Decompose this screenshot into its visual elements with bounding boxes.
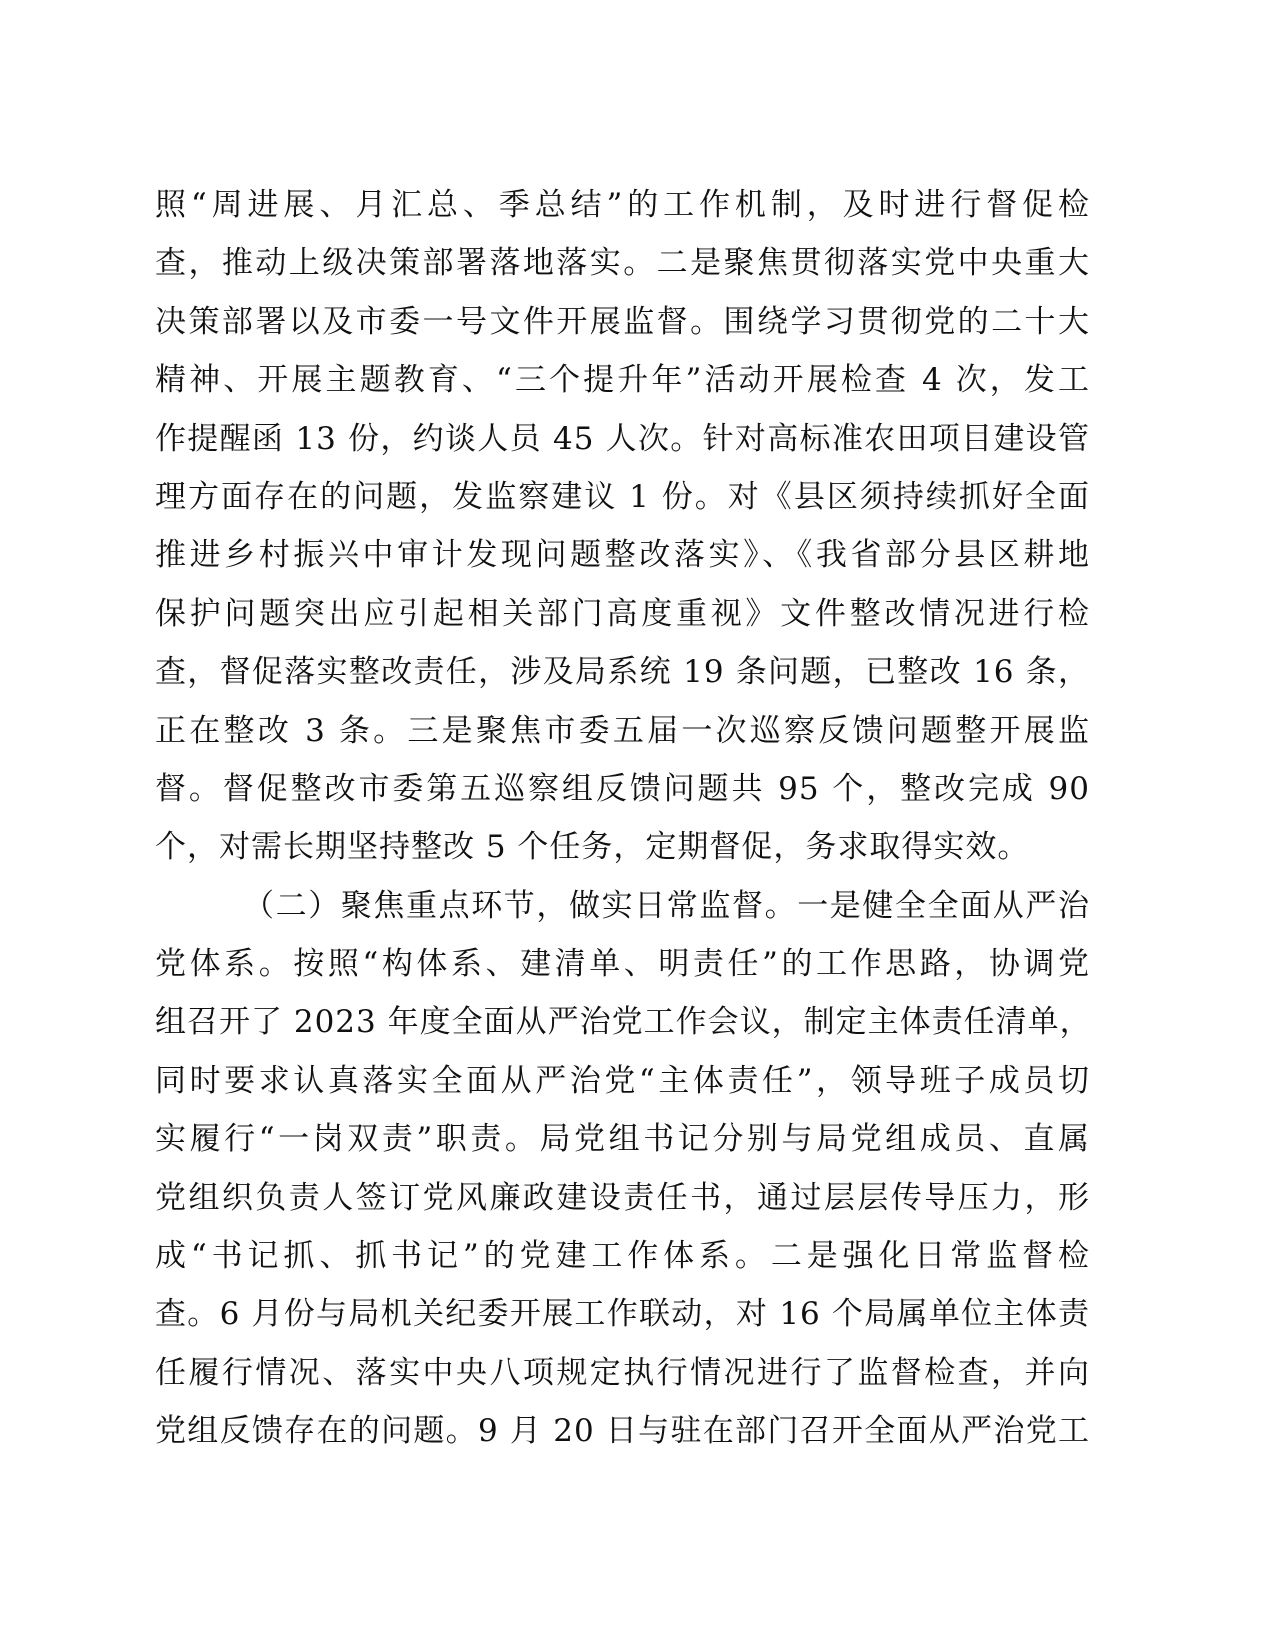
text-line: 正在整改 3 条。三是聚焦市委五届一次巡察反馈问题整开展监 [155, 712, 1090, 749]
text-line: 查，督促落实整改责任，涉及局系统 19 条问题，已整改 16 条， [155, 654, 1090, 691]
paragraph-end-line: 个，对需长期坚持整改 5 个任务，定期督促，务求取得实效。 [155, 829, 1030, 866]
text-line: 查。6 月份与局机关纪委开展工作联动，对 16 个局属单位主体责 [155, 1296, 1090, 1333]
text-line: 理方面存在的问题，发监察建议 1 份。对《县区须持续抓好全面 [155, 478, 1090, 515]
text-line: 督。督促整改市委第五巡察组反馈问题共 95 个，整改完成 90 [155, 770, 1090, 807]
text-line: 推进乡村振兴中审计发现问题整改落实》、《我省部分县区耕地 [155, 537, 1090, 574]
section-heading-line: （二）聚焦重点环节，做实日常监督。一是健全全面从严治 [243, 887, 1090, 924]
text-line: 党组织负责人签订党风廉政建设责任书，通过层层传导压力，形 [155, 1179, 1090, 1216]
text-line: 同时要求认真落实全面从严治党“主体责任”，领导班子成员切 [155, 1062, 1090, 1099]
text-line: 党体系。按照“构体系、建清单、明责任”的工作思路，协调党 [155, 946, 1090, 983]
text-line: 精神、开展主题教育、“三个提升年”活动开展检查 4 次，发工 [155, 362, 1090, 399]
body-text [155, 176, 1090, 1461]
text-line: 查，推动上级决策部署落地落实。二是聚焦贯彻落实党中央重大 [155, 245, 1090, 282]
text-line: 任履行情况、落实中央八项规定执行情况进行了监督检查，并向 [155, 1354, 1090, 1391]
text-line: 组召开了 2023 年度全面从严治党工作会议，制定主体责任清单， [155, 1004, 1092, 1041]
text-line: 保护问题突出应引起相关部门高度重视》文件整改情况进行检 [155, 595, 1090, 632]
text-line: 照“周进展、月汇总、季总结”的工作机制，及时进行督促检 [155, 187, 1090, 223]
text-line: 作提醒函 13 份，约谈人员 45 人次。针对高标准农田项目建设管 [155, 420, 1090, 457]
text-line: 决策部署以及市委一号文件开展监督。围绕学习贯彻党的二十大 [155, 303, 1090, 340]
text-line: 党组反馈存在的问题。9 月 20 日与驻在部门召开全面从严治党工 [155, 1413, 1090, 1450]
text-line: 实履行“一岗双责”职责。局党组书记分别与局党组成员、直属 [155, 1121, 1090, 1158]
text-line: 成“书记抓、抓书记”的党建工作体系。二是强化日常监督检 [155, 1238, 1090, 1275]
